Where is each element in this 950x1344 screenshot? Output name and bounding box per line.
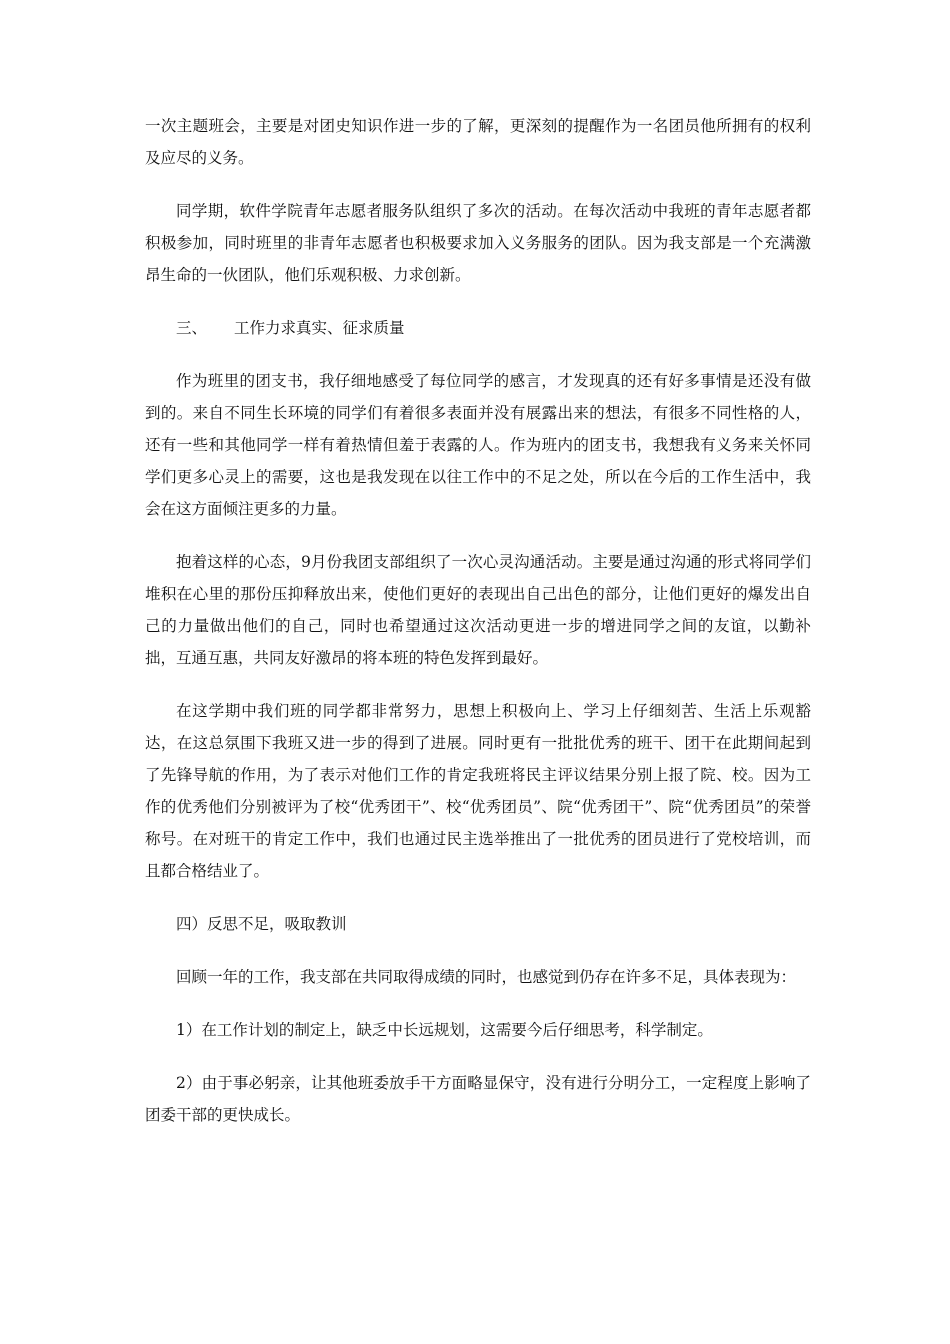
document-body bbox=[145, 110, 811, 1152]
paragraph-class-progress: 在这学期中我们班的同学都非常努力，思想上积极向上、学习上仔细刻苦、生活上乐观豁达，在这总氛围下我班又进一步的得到了进展。同时更有一批批优秀的班干、团干在此期间起到了先锋导航的作用，为了表示对他们工作的肯定我班将民主评议结果分别上报了院、校。因为工作的优秀他们分别被评为了校“优秀团干”、校“优秀团员”、院“优秀团干”、院“优秀团员”的荣誉称号。在对班干的肯定工作中，我们也通过民主选举推出了一批优秀的团员进行了党校培训，而且都合格结业了。 bbox=[145, 702, 811, 880]
paragraph-heart-communication: 抱着这样的心态，9月份我团支部组织了一次心灵沟通活动。主要是通过沟通的形式将同学们堆积在心里的那份压抑释放出来，使他们更好的表现出自己出色的部分，让他们更好的爆发出自己的力量做出他们的自己，同时也希望通过这次活动更进一步的增进同学之间的友谊，以勤补拙，互通互惠，共同友好激昂的将本班的特色发挥到最好。 bbox=[145, 553, 811, 667]
section-heading-3-title: 工作力求真实、征求质量 bbox=[234, 319, 405, 337]
section-heading-4: 四）反思不足，吸取教训 bbox=[176, 915, 347, 933]
paragraph-shortcoming-1: 1）在工作计划的制定上，缺乏中长远规划，这需要今后仔细思考，科学制定。 bbox=[176, 1021, 713, 1039]
paragraph-theme-meeting: 一次主题班会，主要是对团史知识作进一步的了解，更深刻的提醒作为一名团员他所拥有的权利及应尽的义务。 bbox=[145, 117, 811, 167]
paragraph-shortcoming-2: 2）由于事必躬亲，让其他班委放手干方面略显保守，没有进行分明分工，一定程度上影响了团委干部的更快成长。 bbox=[145, 1074, 811, 1124]
paragraph-volunteer-service: 同学期，软件学院青年志愿者服务队组织了多次的活动。在每次活动中我班的青年志愿者都积极参加，同时班里的非青年志愿者也积极要求加入义务服务的团队。因为我支部是一个充满激昂生命的一伙团队，他们乐观积极、力求创新。 bbox=[145, 202, 811, 284]
section-heading-3 bbox=[145, 312, 811, 344]
paragraph-review-shortcomings: 回顾一年的工作，我支部在共同取得成绩的同时，也感觉到仍存在许多不足，具体表现为： bbox=[176, 968, 797, 986]
section-heading-3-number: 三、 bbox=[176, 319, 208, 337]
paragraph-secretary-reflection: 作为班里的团支书，我仔细地感受了每位同学的感言，才发现真的还有好多事情是还没有做到的。来自不同生长环境的同学们有着很多表面并没有展露出来的想法，有很多不同性格的人，还有一些和其他同学一样有着热情但羞于表露的人。作为班内的团支书，我想我有义务来关怀同学们更多心灵上的需要，这也是我发现在以往工作中的不足之处，所以在今后的工作生活中，我会在这方面倾注更多的力量。 bbox=[145, 372, 811, 518]
